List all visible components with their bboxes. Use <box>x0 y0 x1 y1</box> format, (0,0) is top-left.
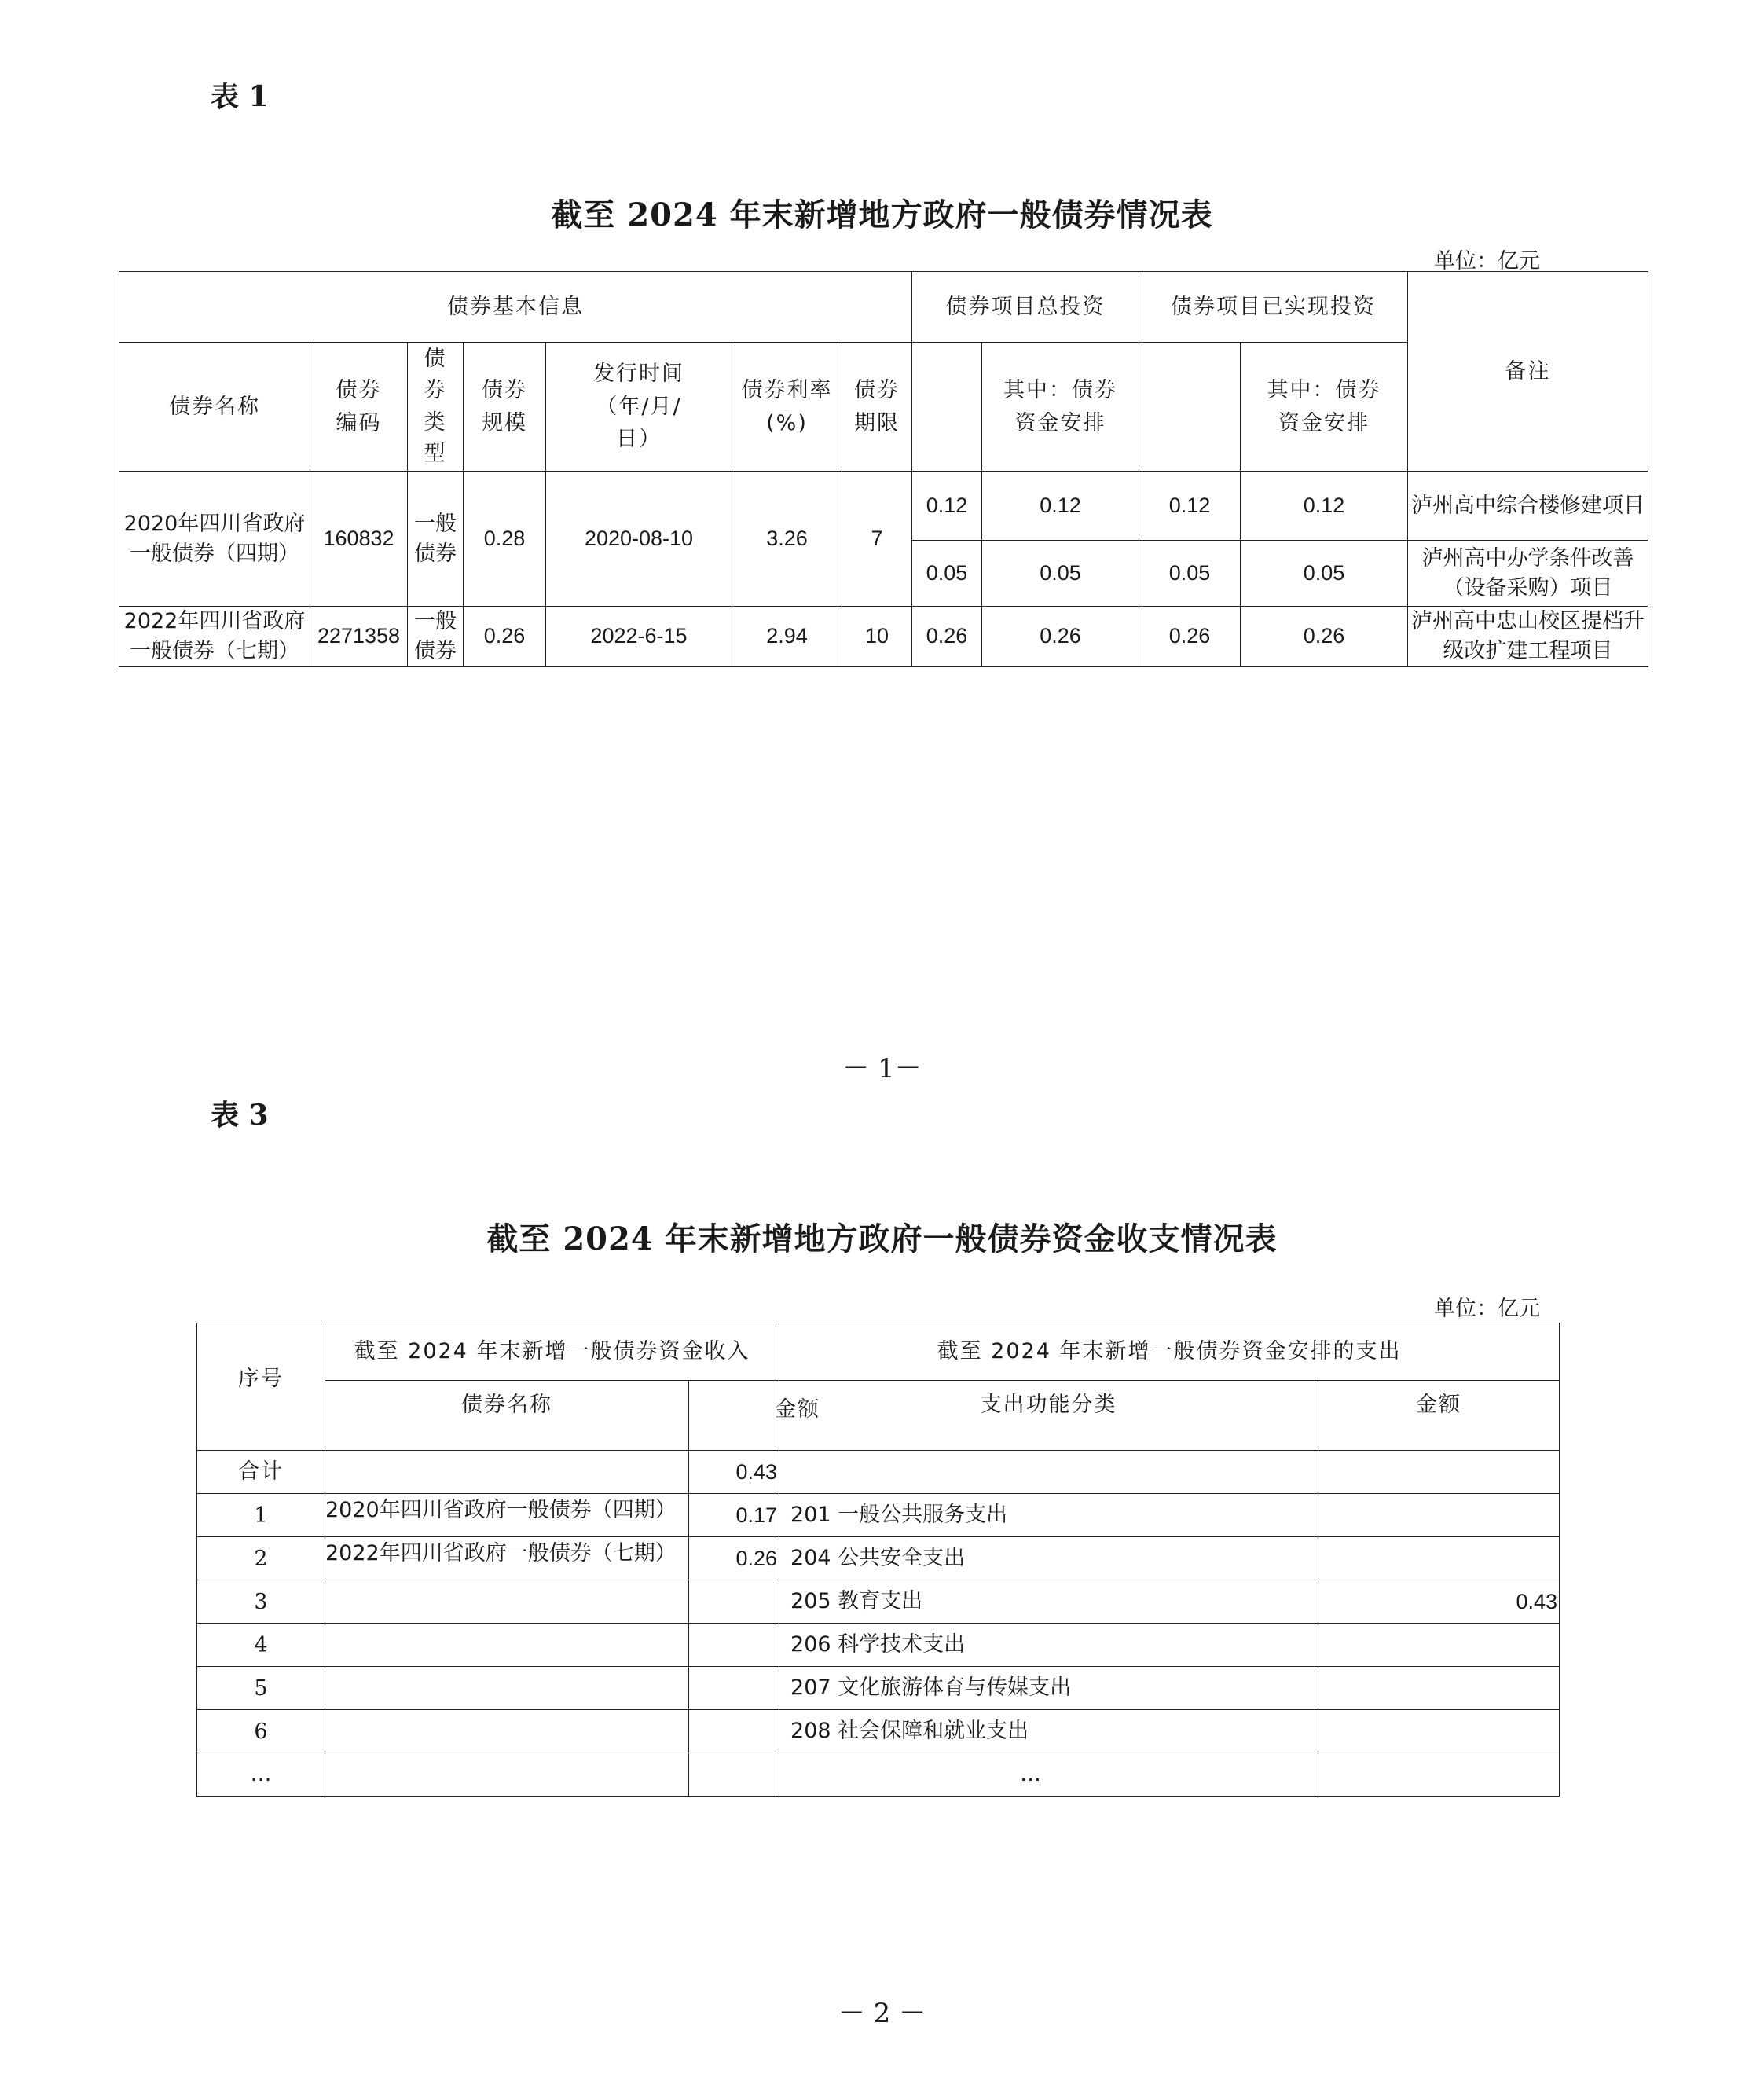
header-bond-name: 债券名称 <box>325 1381 689 1451</box>
function-class-cell: 208 社会保障和就业支出 <box>779 1710 1318 1753</box>
table3-grid <box>196 1323 1560 1797</box>
seq-cell: 2 <box>197 1537 325 1580</box>
amount-cell <box>1318 1451 1560 1494</box>
header-seq: 序号 <box>197 1323 325 1451</box>
header-total-blank <box>912 343 982 472</box>
term-cell: 10 <box>842 607 912 667</box>
bond-type-cell: 一般债券 <box>408 472 464 607</box>
realized-bond-funds-cell: 0.26 <box>1241 607 1408 667</box>
table1-unit: 单位：亿元 <box>1434 249 1540 273</box>
header-rate: 债券利率(%) <box>732 343 842 472</box>
income-amount-cell: 0.26 <box>689 1537 779 1580</box>
bond-name-cell: 2022年四川省政府一般债券（七期） <box>325 1537 689 1580</box>
bond-scale-cell: 0.26 <box>464 607 546 667</box>
bond-name-cell <box>325 1753 689 1797</box>
header-expenditure: 截至 2024 年末新增一般债券资金安排的支出 <box>779 1323 1560 1381</box>
table3-unit: 单位：亿元 <box>1434 1297 1540 1321</box>
header-bond-scale: 债券规模 <box>464 343 546 472</box>
function-class-cell <box>779 1451 1318 1494</box>
function-class-cell: 207 文化旅游体育与传媒支出 <box>779 1667 1318 1710</box>
realized-investment-cell: 0.12 <box>1139 472 1241 541</box>
rate-cell: 2.94 <box>732 607 842 667</box>
seq-cell: 1 <box>197 1494 325 1537</box>
header-amount: 金额 <box>1318 1381 1560 1451</box>
table1-label: 表 1 <box>211 80 269 113</box>
page-number-2: － 2 － <box>838 1998 926 2029</box>
amount-cell <box>1318 1753 1560 1797</box>
bond-name-cell: 2020年四川省政府一般债券（四期） <box>119 472 310 607</box>
income-amount-cell <box>689 1710 779 1753</box>
header-income-amount: 金额 <box>689 1381 779 1451</box>
function-class-cell: … <box>779 1753 1318 1797</box>
amount-cell: 0.43 <box>1318 1580 1560 1624</box>
total-bond-funds-cell: 0.26 <box>982 607 1139 667</box>
income-amount-cell <box>689 1667 779 1710</box>
header-total-of-which: 其中：债券资金安排 <box>982 343 1139 472</box>
page-number-1: － 1－ <box>842 1053 922 1085</box>
function-class-cell: 205 教育支出 <box>779 1580 1318 1624</box>
function-class-cell: 201 一般公共服务支出 <box>779 1494 1318 1537</box>
header-term: 债券期限 <box>842 343 912 472</box>
seq-cell: 4 <box>197 1624 325 1667</box>
amount-cell <box>1318 1537 1560 1580</box>
table-row <box>197 1537 1560 1580</box>
amount-cell <box>1318 1494 1560 1537</box>
bond-code-cell: 160832 <box>310 472 408 607</box>
bond-name-cell <box>325 1710 689 1753</box>
total-investment-cell: 0.26 <box>912 607 982 667</box>
remark-cell: 泸州高中综合楼修建项目 <box>1408 472 1648 541</box>
realized-investment-cell: 0.05 <box>1139 541 1241 607</box>
table-row <box>197 1580 1560 1624</box>
table-row <box>197 1667 1560 1710</box>
table-row <box>197 1624 1560 1667</box>
total-bond-funds-cell: 0.12 <box>982 472 1139 541</box>
table-row <box>119 607 1648 667</box>
income-amount-cell: 0.17 <box>689 1494 779 1537</box>
seq-cell: 3 <box>197 1580 325 1624</box>
table-row <box>197 1494 1560 1537</box>
header-bond-type: 债券类型 <box>408 343 464 472</box>
function-class-cell: 204 公共安全支出 <box>779 1537 1318 1580</box>
header-function-class: 支出功能分类 <box>779 1381 1318 1451</box>
header-bond-name: 债券名称 <box>119 343 310 472</box>
table1-title: 截至 2024 年末新增地方政府一般债券情况表 <box>551 196 1213 233</box>
bond-name-cell: 2022年四川省政府一般债券（七期） <box>119 607 310 667</box>
amount-cell <box>1318 1710 1560 1753</box>
header-realized-of-which: 其中：债券资金安排 <box>1241 343 1408 472</box>
income-amount-cell <box>689 1624 779 1667</box>
table-row <box>197 1710 1560 1753</box>
header-income: 截至 2024 年末新增一般债券资金收入 <box>325 1323 779 1381</box>
realized-bond-funds-cell: 0.05 <box>1241 541 1408 607</box>
issue-date-cell: 2022-6-15 <box>546 607 732 667</box>
bond-name-cell <box>325 1624 689 1667</box>
bond-name-cell: 2020年四川省政府一般债券（四期） <box>325 1494 689 1537</box>
bond-name-cell <box>325 1451 689 1494</box>
seq-cell: 6 <box>197 1710 325 1753</box>
realized-investment-cell: 0.26 <box>1139 607 1241 667</box>
income-amount-cell: 0.43 <box>689 1451 779 1494</box>
income-amount-cell <box>689 1753 779 1797</box>
table3-title: 截至 2024 年末新增地方政府一般债券资金收支情况表 <box>486 1220 1278 1257</box>
term-cell: 7 <box>842 472 912 607</box>
header-issue-date: 发行时间（年/月/日） <box>546 343 732 472</box>
income-amount-cell <box>689 1580 779 1624</box>
table-row-total <box>197 1451 1560 1494</box>
header-remark: 备注 <box>1408 272 1648 472</box>
total-investment-cell: 0.12 <box>912 472 982 541</box>
total-investment-cell: 0.05 <box>912 541 982 607</box>
amount-cell <box>1318 1624 1560 1667</box>
header-bond-code: 债券编码 <box>310 343 408 472</box>
issue-date-cell: 2020-08-10 <box>546 472 732 607</box>
seq-cell: … <box>197 1753 325 1797</box>
rate-cell: 3.26 <box>732 472 842 607</box>
seq-cell: 合计 <box>197 1451 325 1494</box>
total-bond-funds-cell: 0.05 <box>982 541 1139 607</box>
bond-name-cell <box>325 1580 689 1624</box>
bond-name-cell <box>325 1667 689 1710</box>
table-row <box>197 1753 1560 1797</box>
header-basic-info: 债券基本信息 <box>119 272 912 343</box>
table1-grid <box>119 271 1648 667</box>
header-total-investment: 债券项目总投资 <box>912 272 1139 343</box>
table3-label: 表 3 <box>211 1099 269 1132</box>
realized-bond-funds-cell: 0.12 <box>1241 472 1408 541</box>
amount-cell <box>1318 1667 1560 1710</box>
bond-scale-cell: 0.28 <box>464 472 546 607</box>
header-realized-investment: 债券项目已实现投资 <box>1139 272 1408 343</box>
table-row <box>119 472 1648 541</box>
header-realized-blank <box>1139 343 1241 472</box>
function-class-cell: 206 科学技术支出 <box>779 1624 1318 1667</box>
bond-code-cell: 2271358 <box>310 607 408 667</box>
bond-type-cell: 一般债券 <box>408 607 464 667</box>
remark-cell: 泸州高中忠山校区提档升级改扩建工程项目 <box>1408 607 1648 667</box>
seq-cell: 5 <box>197 1667 325 1710</box>
remark-cell: 泸州高中办学条件改善（设备采购）项目 <box>1408 541 1648 607</box>
